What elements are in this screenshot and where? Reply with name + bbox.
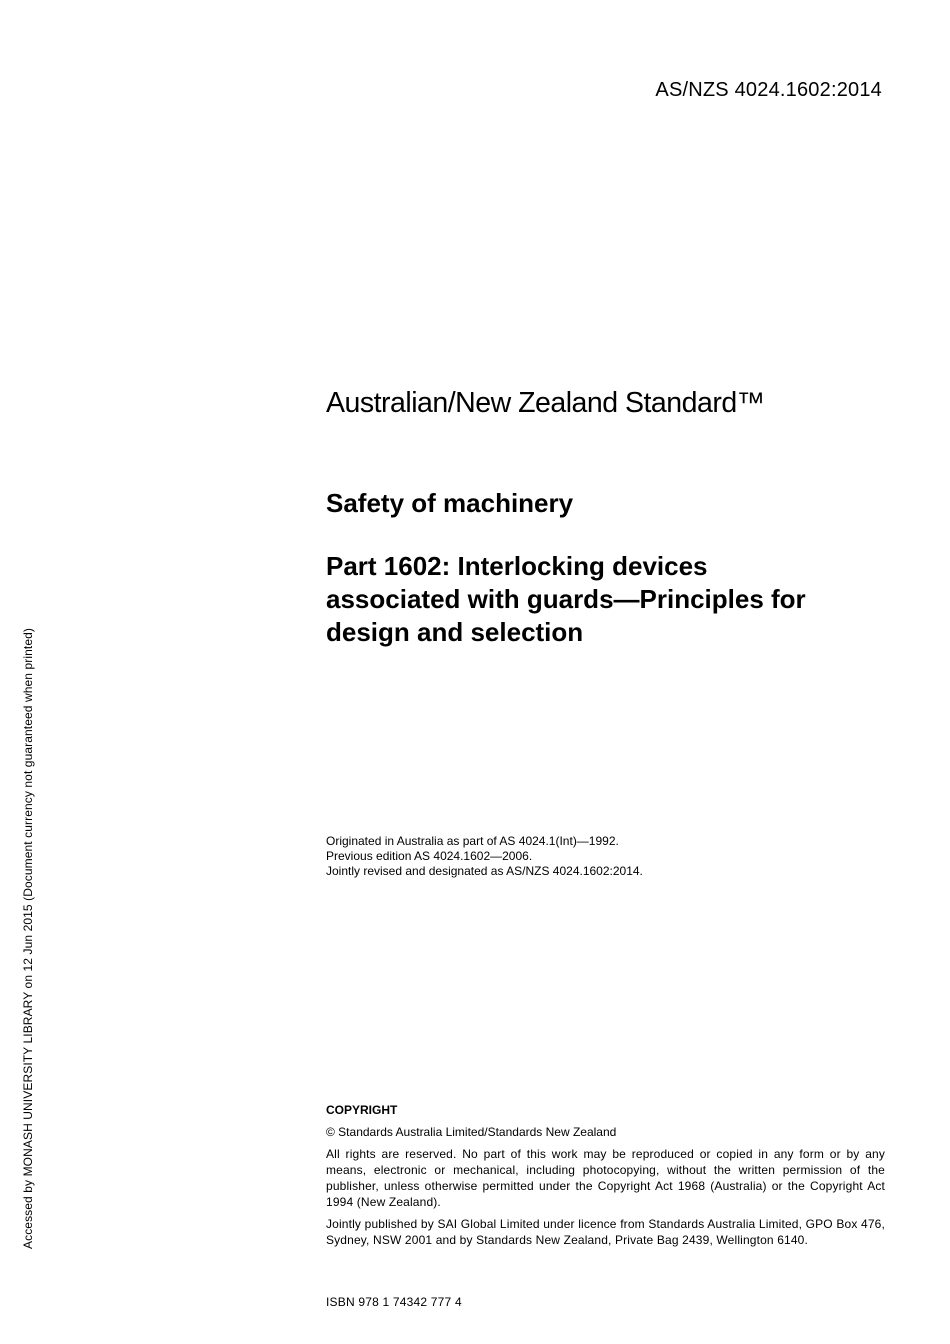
part-title-line: Part 1602: Interlocking devices [326, 551, 708, 581]
access-note: Accessed by MONASH UNIVERSITY LIBRARY on 12 Jun 2015 (Document currency not guaranteed when printed) [21, 628, 35, 1249]
isbn: ISBN 978 1 74342 777 4 [326, 1295, 462, 1309]
part-title [326, 550, 886, 649]
part-title-line: associated with guards—Principles for [326, 584, 806, 614]
edition-history [326, 834, 886, 879]
copyright-block [326, 1102, 885, 1254]
document-title: Safety of machinery [326, 488, 574, 518]
standard-type-heading: Australian/New Zealand Standard™ [326, 387, 765, 419]
history-line: Originated in Australia as part of AS 4024.1(Int)—1992. [326, 834, 619, 848]
history-line: Previous edition AS 4024.1602—2006. [326, 849, 533, 863]
copyright-owner: © Standards Australia Limited/Standards New Zealand [326, 1125, 617, 1139]
copyright-heading: COPYRIGHT [326, 1103, 398, 1117]
part-title-line: design and selection [326, 617, 584, 647]
standard-number: AS/NZS 4024.1602:2014 [655, 79, 882, 101]
history-line: Jointly revised and designated as AS/NZS 4024.1602:2014. [326, 864, 643, 878]
publisher-paragraph: Jointly published by SAI Global Limited under licence from Standards Australia Limited, GPO Box 476, Sydney, NSW 2001 and by Standards New Zealand, Private Bag 2439, Wellington 6140. [326, 1217, 885, 1247]
rights-paragraph: All rights are reserved. No part of this work may be reproduced or copied in any form or by any means, electronic or mechanical, including photocopying, without the written permission of the publisher, unless otherwise permitted under the Copyright Act 1968 (Australia) or the Copyright Act 1994 (New Zealand). [326, 1147, 885, 1209]
